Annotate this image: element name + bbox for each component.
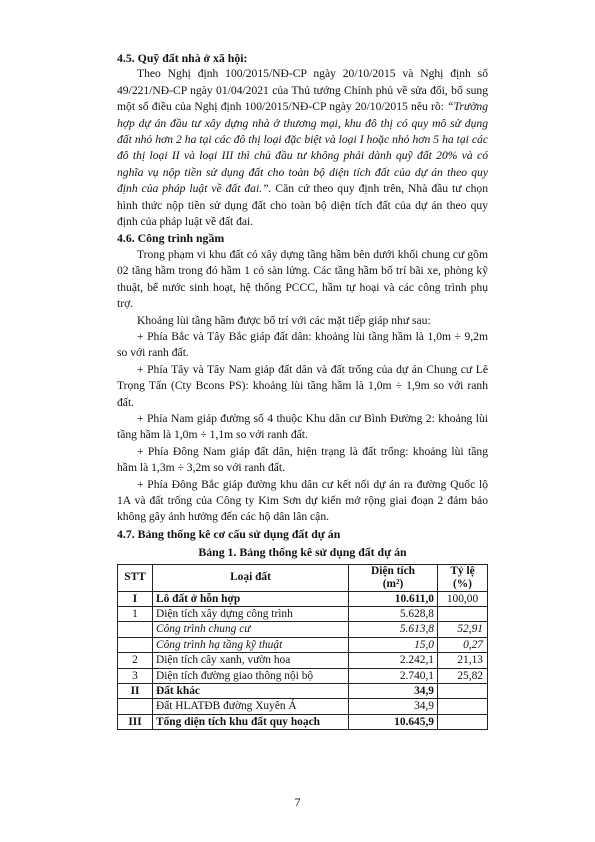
table-row xyxy=(118,637,488,652)
cell-ratio xyxy=(438,684,488,699)
cell-stt: I xyxy=(118,591,153,606)
table-row xyxy=(118,699,488,714)
cell-area: 2.242,1 xyxy=(349,653,438,668)
cell-type: Tổng diện tích khu đất quy hoạch xyxy=(153,714,349,729)
cell-area: 34,9 xyxy=(349,684,438,699)
paragraph-social-housing xyxy=(117,66,488,230)
header-area-line2: (m²) xyxy=(382,577,404,590)
header-ratio xyxy=(438,564,488,591)
table-row xyxy=(118,607,488,622)
cell-ratio xyxy=(438,607,488,622)
header-ratio-line2: (%) xyxy=(453,577,472,590)
table-caption: Bảng 1. Bảng thống kê sử dụng đất dự án xyxy=(198,545,407,560)
setback-item: + Phía Đông Bắc giáp đường khu dân cư kết nối dự án ra đường Quốc lộ 1A và đất trống của Công ty Kim Sơn dự kiến mở rộng giai đoạn 2 đảm bảo không gây ảnh hưởng đến các hộ dân lân cận. xyxy=(117,477,488,524)
header-area xyxy=(349,564,438,591)
land-use-table xyxy=(117,564,488,731)
table-row xyxy=(118,684,488,699)
paragraph-text: Theo Nghị định 100/2015/NĐ-CP ngày 20/10/2015 và Nghị định số 49/221/NĐ-CP ngày 01/04/2021 của Thủ tướng Chính phủ về sửa đổi, bổ sung một số điều của Nghị định 100/2015/NĐ-CP ngày 20/10/2015 nêu rõ: xyxy=(117,67,488,114)
table-row xyxy=(118,714,488,729)
cell-area: 2.740,1 xyxy=(349,668,438,683)
cell-stt: II xyxy=(118,684,153,699)
cell-stt: 2 xyxy=(118,653,153,668)
quoted-regulation: “Trường hợp dự án đầu tư xây dựng nhà ở thương mại, khu đô thị có quy mô sử dụng đất nhỏ hơn 2 ha tại các đô thị loại đặc biệt và loại I hoặc nhỏ hơn 5 ha tại các đô thị loại II và loại III thì chủ đầu tư không phải dành quỹ đất 20% và có nghĩa vụ nộp tiền sử dụng đất cho toàn bộ diện tích đất của dự án theo quy định của pháp luật về đất đai.”. xyxy=(117,100,488,196)
cell-stt: 1 xyxy=(118,607,153,622)
table-row xyxy=(118,622,488,637)
page-number: 7 xyxy=(294,796,301,809)
header-ratio-line1: Tỷ lệ xyxy=(450,564,475,577)
cell-area: 5.613,8 xyxy=(349,622,438,637)
setback-item: + Phía Nam giáp đường số 4 thuộc Khu dân cư Bình Đường 2: khoảng lùi tầng hầm là 1,0m ÷ 1,1m so với ranh đất. xyxy=(117,411,488,442)
cell-stt xyxy=(118,622,153,637)
table-row xyxy=(118,591,488,606)
cell-type: Diện tích xây dựng công trình xyxy=(153,607,349,622)
paragraph-basement: Trong phạm vi khu đất có xây dựng tầng hầm bên dưới khối chung cư gồm 02 tầng hầm trong đó hầm 1 có sàn lửng. Các tầng hầm bố trí bãi xe, phòng kỹ thuật, bể nước sinh hoạt, hệ thống PCCC, hầm tự hoại và các công trình phụ trợ. xyxy=(117,247,488,311)
cell-ratio: 25,82 xyxy=(438,668,488,683)
cell-type: Công trình hạ tầng kỹ thuật xyxy=(153,637,349,652)
setback-item: + Phía Đông Nam giáp đất dân, hiện trạng là đất trống: khoảng lùi tầng hầm là 1,3m ÷ 3,2m so với ranh đất. xyxy=(117,444,488,475)
cell-type: Diện tích cây xanh, vườn hoa xyxy=(153,653,349,668)
cell-stt: 3 xyxy=(118,668,153,683)
cell-type: Đất HLATĐB đường Xuyên Á xyxy=(153,699,349,714)
cell-stt xyxy=(118,637,153,652)
cell-area: 10.611,0 xyxy=(349,591,438,606)
paragraph-setback-intro: Khoảng lùi tầng hầm được bố trí với các mặt tiếp giáp như sau: xyxy=(137,313,431,327)
header-area-line1: Diện tích xyxy=(371,564,415,577)
cell-ratio: 0,27 xyxy=(438,637,488,652)
section-heading-4-7: 4.7. Bảng thống kê cơ cấu sử dụng đất dự án xyxy=(117,526,341,541)
cell-ratio: 100,00 xyxy=(438,591,488,606)
page-content xyxy=(117,50,488,730)
cell-area: 15,0 xyxy=(349,637,438,652)
cell-area: 5.628,8 xyxy=(349,607,438,622)
header-stt: STT xyxy=(118,564,153,591)
cell-stt xyxy=(118,699,153,714)
cell-type: Diện tích đường giao thông nội bộ xyxy=(153,668,349,683)
cell-ratio: 52,91 xyxy=(438,622,488,637)
paragraph-text-tail: Căn cứ theo quy định trên, Nhà đầu tư chọn hình thức nộp tiền sử dụng đất cho toàn bộ diện tích đất của dự án theo quy định của pháp luật về đất đai. xyxy=(117,182,488,229)
setback-item: + Phía Tây và Tây Nam giáp đất dân và đất trống của dự án Chung cư Lê Trọng Tấn (Cty Bcons PS): khoảng lùi tầng hầm là 1,0m ÷ 1,9m so với ranh đất. xyxy=(117,362,488,409)
table-header-row xyxy=(118,564,488,591)
setback-item: + Phía Bắc và Tây Bắc giáp đất dân: khoảng lùi tầng hầm là 1,0m ÷ 9,2m so với ranh đất. xyxy=(117,329,488,360)
section-heading-4-6: 4.6. Công trình ngầm xyxy=(117,231,225,246)
cell-ratio xyxy=(438,714,488,729)
cell-ratio: 21,13 xyxy=(438,653,488,668)
section-heading-4-5: 4.5. Quỹ đất nhà ở xã hội: xyxy=(117,51,248,65)
header-land-type: Loại đất xyxy=(153,564,349,591)
cell-type: Đất khác xyxy=(153,684,349,699)
cell-type: Lô đất ở hỗn hợp xyxy=(153,591,349,606)
table-row xyxy=(118,653,488,668)
table-row xyxy=(118,668,488,683)
cell-ratio xyxy=(438,699,488,714)
cell-area: 10.645,9 xyxy=(349,714,438,729)
cell-stt: III xyxy=(118,714,153,729)
cell-type: Công trình chung cư xyxy=(153,622,349,637)
cell-area: 34,9 xyxy=(349,699,438,714)
